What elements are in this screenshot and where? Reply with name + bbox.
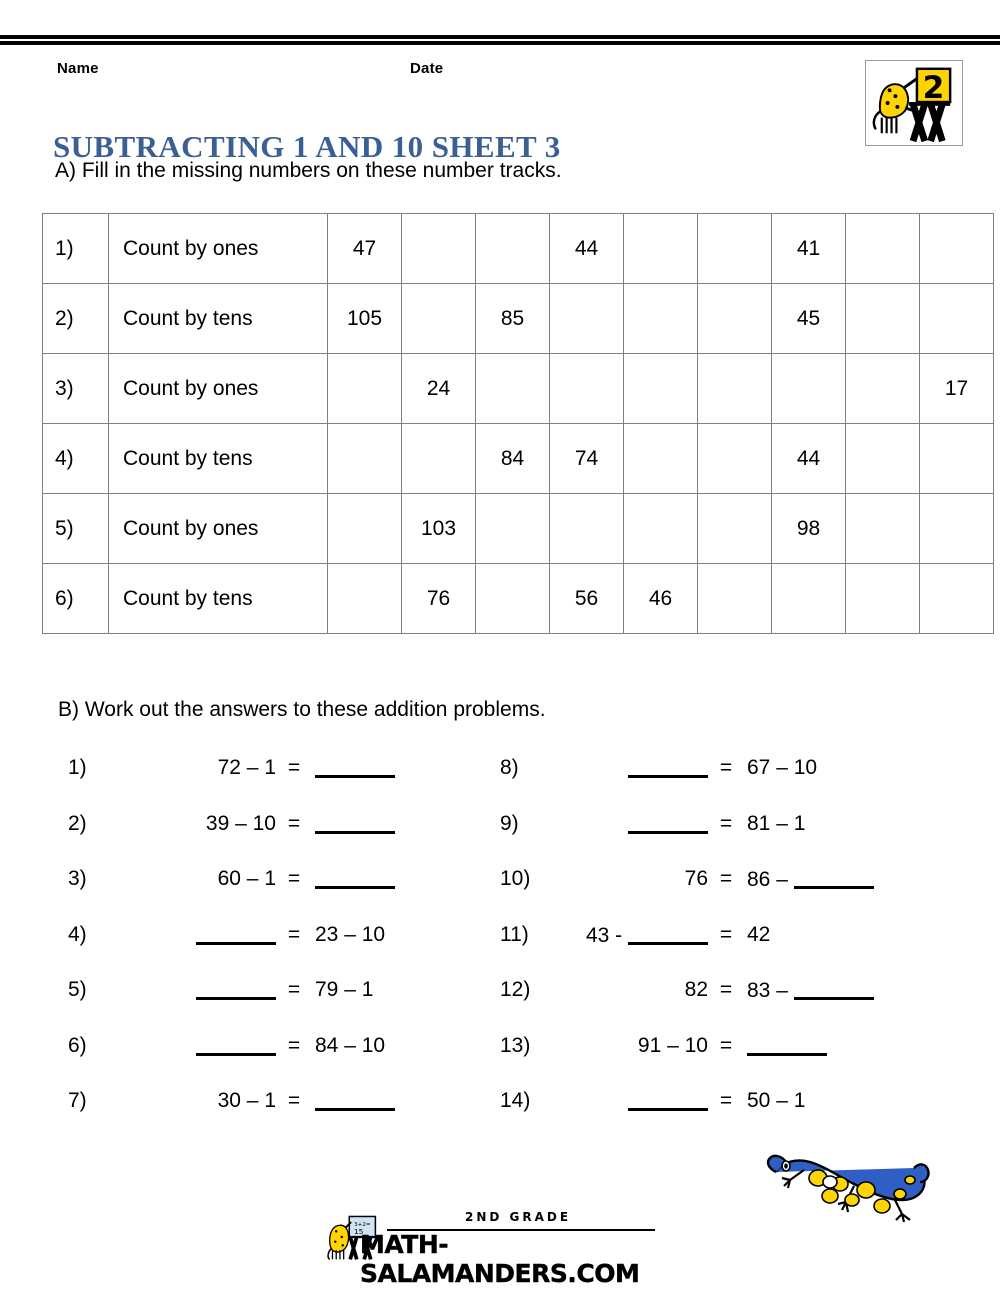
equals-sign: = (287, 811, 301, 835)
track-cell[interactable]: 105 (328, 284, 402, 354)
equals-sign: = (287, 867, 301, 890)
problem-row (68, 808, 468, 864)
table-row (43, 424, 994, 494)
track-cell[interactable] (624, 354, 698, 424)
table-row (43, 284, 994, 354)
track-cell[interactable] (402, 424, 476, 494)
track-cell[interactable]: 85 (476, 284, 550, 354)
problem-row (500, 752, 920, 808)
problem-right-side[interactable]: 84 – 10 (315, 1033, 386, 1057)
table-row (43, 354, 994, 424)
problem-number: 11) (500, 922, 529, 946)
row-label: Count by ones (109, 214, 328, 284)
problem-left-side[interactable]: 76 (684, 867, 708, 890)
problem-row (500, 863, 920, 919)
track-cell[interactable] (920, 284, 994, 354)
track-cell[interactable] (920, 494, 994, 564)
track-cell[interactable] (846, 284, 920, 354)
answer-blank[interactable] (794, 978, 874, 1000)
problem-left-side[interactable] (546, 812, 708, 837)
answer-blank[interactable] (628, 923, 708, 945)
track-cell[interactable]: 24 (402, 354, 476, 424)
problem-right-side[interactable]: 67 – 10 (747, 756, 818, 779)
track-cell[interactable]: 76 (402, 564, 476, 634)
blue-spotted-salamander-icon (762, 1128, 942, 1236)
row-label: Count by tens (109, 564, 328, 634)
salamander-grade-badge-icon (866, 61, 962, 145)
problem-number: 6) (68, 1033, 87, 1057)
answer-blank[interactable] (315, 1089, 395, 1111)
track-cell[interactable] (698, 284, 772, 354)
problem-right-side[interactable] (315, 756, 395, 781)
footer-grade-text: 2ND GRADE (465, 1210, 572, 1224)
problem-left-side[interactable] (546, 756, 708, 781)
answer-blank[interactable] (315, 756, 395, 778)
row-index: 2) (43, 284, 109, 354)
problem-left-side[interactable]: 91 – 10 (637, 1033, 708, 1057)
problem-right-side[interactable]: 42 (747, 922, 771, 946)
row-index: 4) (43, 424, 109, 494)
problem-left-side[interactable]: 72 – 1 (217, 756, 276, 779)
footer-site-text: MATH-SALAMANDERS.COM (360, 1230, 640, 1288)
track-cell[interactable] (624, 494, 698, 564)
problem-row (500, 919, 920, 975)
answer-blank[interactable] (794, 867, 874, 889)
number-tracks-table (42, 213, 994, 634)
answer-blank[interactable] (628, 812, 708, 834)
row-label: Count by tens (109, 424, 328, 494)
problem-right-side[interactable] (315, 812, 395, 837)
problem-number: 2) (68, 811, 87, 835)
track-cell[interactable] (550, 284, 624, 354)
table-row (43, 494, 994, 564)
equals-sign: = (287, 1033, 301, 1057)
svg-text:3+2=: 3+2= (354, 1221, 371, 1228)
track-cell[interactable] (698, 214, 772, 284)
track-cell[interactable]: 98 (772, 494, 846, 564)
table-row (43, 564, 994, 634)
row-label: Count by ones (109, 354, 328, 424)
problem-row (68, 863, 468, 919)
top-border-rule (0, 34, 1000, 46)
problem-number: 14) (500, 1089, 531, 1112)
track-cell[interactable] (476, 354, 550, 424)
track-cell[interactable] (846, 494, 920, 564)
track-cell[interactable] (476, 564, 550, 634)
row-index: 5) (43, 494, 109, 564)
track-cell[interactable] (920, 214, 994, 284)
svg-text:15: 15 (353, 1227, 364, 1237)
equals-sign: = (719, 811, 733, 835)
equals-sign: = (719, 1033, 733, 1057)
track-cell[interactable] (476, 494, 550, 564)
track-cell[interactable] (550, 354, 624, 424)
track-cell[interactable]: 17 (920, 354, 994, 424)
date-label: Date (410, 60, 444, 77)
track-cell[interactable] (402, 284, 476, 354)
problem-number: 13) (500, 1033, 531, 1057)
problem-number: 5) (68, 978, 87, 1001)
track-cell[interactable] (772, 354, 846, 424)
track-cell[interactable] (846, 214, 920, 284)
track-cell[interactable]: 103 (402, 494, 476, 564)
track-cell[interactable] (328, 564, 402, 634)
problem-row (68, 1085, 468, 1141)
track-cell[interactable] (328, 494, 402, 564)
problem-right-side[interactable] (747, 1034, 827, 1059)
problem-left-side[interactable]: 30 – 1 (217, 1089, 276, 1112)
section-a-instruction: A) Fill in the missing numbers on these number tracks. (55, 159, 562, 182)
track-cell[interactable]: 46 (624, 564, 698, 634)
track-cell[interactable] (624, 214, 698, 284)
equals-sign: = (287, 922, 301, 946)
problem-row (68, 1030, 468, 1086)
problem-number: 3) (68, 867, 87, 890)
track-cell[interactable] (772, 564, 846, 634)
track-cell[interactable] (698, 564, 772, 634)
track-cell[interactable]: 47 (328, 214, 402, 284)
answer-blank[interactable] (196, 923, 276, 945)
problem-left-side[interactable] (114, 1034, 276, 1059)
problem-row (500, 808, 920, 864)
track-cell[interactable] (402, 214, 476, 284)
problem-right-side[interactable]: 86 – (747, 867, 874, 892)
problem-row (68, 752, 468, 808)
problem-number: 7) (68, 1089, 87, 1112)
problem-right-side[interactable]: 79 – 1 (315, 978, 374, 1001)
problem-right-side[interactable]: 81 – 1 (747, 811, 806, 835)
problems-column-right (500, 752, 920, 1141)
row-index: 1) (43, 214, 109, 284)
problem-number: 10) (500, 867, 531, 890)
problem-left-side[interactable]: 43 - (546, 923, 708, 948)
problem-right-side[interactable]: 83 – (747, 978, 874, 1003)
number-tracks-body (43, 214, 994, 634)
problem-number: 1) (68, 756, 87, 779)
row-index: 3) (43, 354, 109, 424)
track-cell[interactable] (920, 424, 994, 494)
table-row (43, 214, 994, 284)
problem-number: 12) (500, 978, 531, 1001)
problem-row (500, 1030, 920, 1086)
equals-sign: = (287, 1089, 301, 1112)
problem-row (68, 974, 468, 1030)
track-cell[interactable]: 74 (550, 424, 624, 494)
row-label: Count by ones (109, 494, 328, 564)
track-cell[interactable] (920, 564, 994, 634)
answer-blank[interactable] (315, 812, 395, 834)
problem-number: 8) (500, 756, 519, 779)
section-b-instruction: B) Work out the answers to these addition problems. (58, 698, 546, 721)
grade-number-text: 2 (922, 70, 945, 107)
answer-blank[interactable] (315, 867, 395, 889)
answer-blank[interactable] (196, 978, 276, 1000)
track-cell[interactable] (698, 494, 772, 564)
track-cell[interactable]: 44 (550, 214, 624, 284)
grade-badge (865, 60, 963, 146)
problem-right-side[interactable] (315, 867, 395, 892)
track-cell[interactable] (846, 354, 920, 424)
track-cell[interactable] (476, 214, 550, 284)
answer-blank[interactable] (628, 756, 708, 778)
track-cell[interactable] (624, 424, 698, 494)
equals-sign: = (287, 978, 301, 1001)
row-label: Count by tens (109, 284, 328, 354)
problem-left-side[interactable] (546, 1089, 708, 1114)
problem-left-side[interactable]: 39 – 10 (205, 811, 276, 835)
equals-sign: = (719, 756, 733, 779)
problem-left-side[interactable] (114, 978, 276, 1003)
problem-left-side[interactable] (114, 923, 276, 948)
answer-blank[interactable] (196, 1034, 276, 1056)
track-cell[interactable]: 41 (772, 214, 846, 284)
problem-number: 9) (500, 811, 519, 835)
track-cell[interactable]: 45 (772, 284, 846, 354)
equals-sign: = (719, 867, 733, 890)
answer-blank[interactable] (747, 1034, 827, 1056)
track-cell[interactable] (328, 424, 402, 494)
track-cell[interactable] (846, 424, 920, 494)
equals-sign: = (719, 1089, 733, 1112)
footer-logo (325, 1208, 655, 1288)
problem-number: 4) (68, 922, 87, 946)
problem-row (68, 919, 468, 975)
track-cell[interactable] (550, 494, 624, 564)
problem-row (500, 974, 920, 1030)
problem-left-side[interactable]: 82 (684, 978, 708, 1001)
equals-sign: = (287, 756, 301, 779)
track-cell[interactable] (328, 354, 402, 424)
problem-right-side[interactable] (315, 1089, 395, 1114)
problem-left-side[interactable]: 60 – 1 (217, 867, 276, 890)
equals-sign: = (719, 922, 733, 946)
track-cell[interactable] (846, 564, 920, 634)
row-index: 6) (43, 564, 109, 634)
track-cell[interactable] (698, 354, 772, 424)
track-cell[interactable] (624, 284, 698, 354)
page-title: SUBTRACTING 1 AND 10 SHEET 3 (53, 128, 561, 164)
track-cell[interactable]: 44 (772, 424, 846, 494)
track-cell[interactable]: 56 (550, 564, 624, 634)
answer-blank[interactable] (628, 1089, 708, 1111)
name-label: Name (57, 60, 99, 77)
problem-right-side[interactable]: 23 – 10 (315, 922, 386, 946)
problems-column-left (68, 752, 468, 1141)
equals-sign: = (719, 978, 733, 1001)
track-cell[interactable]: 84 (476, 424, 550, 494)
problem-right-side[interactable]: 50 – 1 (747, 1089, 806, 1112)
track-cell[interactable] (698, 424, 772, 494)
